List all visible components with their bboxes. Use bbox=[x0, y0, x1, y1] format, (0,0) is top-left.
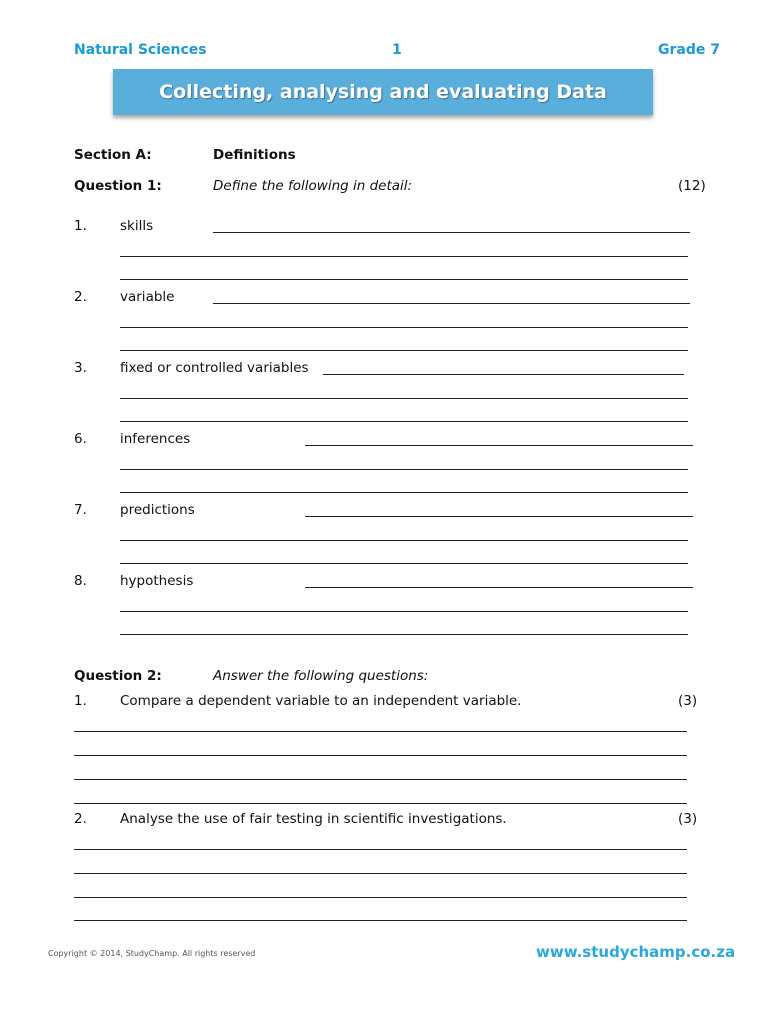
answer-line[interactable] bbox=[305, 587, 693, 588]
answer-line[interactable] bbox=[120, 327, 688, 328]
page-number: 1 bbox=[392, 42, 402, 58]
item-term: inferences bbox=[120, 431, 191, 447]
answer-line[interactable] bbox=[120, 611, 688, 612]
answer-line[interactable] bbox=[120, 350, 688, 351]
answer-line[interactable] bbox=[120, 421, 688, 422]
answer-line[interactable] bbox=[120, 279, 688, 280]
item-term: predictions bbox=[120, 502, 195, 518]
answer-line[interactable] bbox=[305, 445, 693, 446]
question-text: Analyse the use of fair testing in scientific investigations. bbox=[120, 811, 507, 827]
question2-label: Question 2: bbox=[74, 668, 162, 684]
answer-line[interactable] bbox=[74, 920, 687, 921]
answer-line[interactable] bbox=[74, 849, 687, 850]
subject-label: Natural Sciences bbox=[74, 42, 207, 58]
question1-instruction: Define the following in detail: bbox=[213, 178, 413, 194]
item-number: 2. bbox=[74, 811, 87, 827]
item-term: fixed or controlled variables bbox=[120, 360, 309, 376]
answer-line[interactable] bbox=[74, 779, 687, 780]
answer-line[interactable] bbox=[120, 256, 688, 257]
copyright-notice: Copyright © 2014, StudyChamp. All rights reserved bbox=[48, 949, 256, 958]
worksheet-title: Collecting, analysing and evaluating Data bbox=[159, 81, 607, 103]
grade-label: Grade 7 bbox=[658, 42, 720, 58]
item-number: 2. bbox=[74, 289, 87, 305]
item-number: 1. bbox=[74, 218, 87, 234]
answer-line[interactable] bbox=[120, 469, 688, 470]
item-number: 8. bbox=[74, 573, 87, 589]
question1-marks: (12) bbox=[678, 178, 706, 194]
question2-instruction: Answer the following questions: bbox=[213, 668, 429, 684]
item-number: 3. bbox=[74, 360, 87, 376]
answer-line[interactable] bbox=[120, 563, 688, 564]
answer-line[interactable] bbox=[74, 897, 687, 898]
question-marks: (3) bbox=[678, 693, 698, 709]
question1-label: Question 1: bbox=[74, 178, 162, 194]
answer-line[interactable] bbox=[213, 232, 690, 233]
answer-line[interactable] bbox=[74, 755, 687, 756]
answer-line[interactable] bbox=[74, 803, 687, 804]
section-name: Definitions bbox=[213, 147, 296, 163]
item-number: 1. bbox=[74, 693, 87, 709]
worksheet-title-banner bbox=[113, 69, 653, 115]
item-term: variable bbox=[120, 289, 175, 305]
item-term: hypothesis bbox=[120, 573, 194, 589]
section-label: Section A: bbox=[74, 147, 152, 163]
website-link[interactable]: www.studychamp.co.za bbox=[536, 943, 736, 961]
question-text: Compare a dependent variable to an independent variable. bbox=[120, 693, 522, 709]
answer-line[interactable] bbox=[74, 873, 687, 874]
item-number: 7. bbox=[74, 502, 87, 518]
item-term: skills bbox=[120, 218, 154, 234]
answer-line[interactable] bbox=[120, 492, 688, 493]
answer-line[interactable] bbox=[213, 303, 690, 304]
item-number: 6. bbox=[74, 431, 87, 447]
answer-line[interactable] bbox=[120, 398, 688, 399]
answer-line[interactable] bbox=[74, 731, 687, 732]
answer-line[interactable] bbox=[305, 516, 693, 517]
answer-line[interactable] bbox=[323, 374, 684, 375]
question-marks: (3) bbox=[678, 811, 698, 827]
answer-line[interactable] bbox=[120, 634, 688, 635]
answer-line[interactable] bbox=[120, 540, 688, 541]
